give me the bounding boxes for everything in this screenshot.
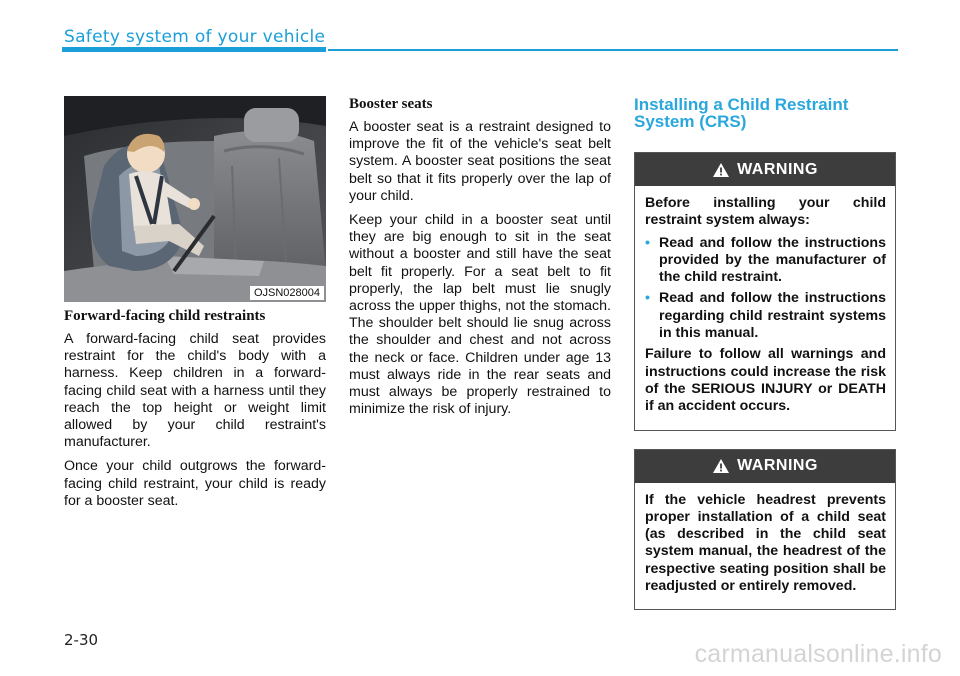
figure-code-label: OJSN028004 [250, 286, 324, 300]
booster-paragraph-1: A booster seat is a restraint designed to improve the fit of the vehicle's seat belt system. A booster seat positions the seat belt so that it fits properly over the lap of your child. [349, 119, 611, 204]
warning-box-1 [634, 152, 896, 431]
bullet-dot-icon: • [645, 290, 650, 307]
warning-triangle-icon [712, 458, 730, 474]
warning-label-2: WARNING [737, 457, 818, 475]
warning-1-intro: Before installing your child restraint system always: [645, 195, 886, 229]
column-right [634, 96, 896, 610]
warning-1-outro: Failure to follow all warnings and instructions could increase the risk of the SERIOUS INJURY or DEATH if an accident occurs. [645, 346, 886, 415]
section-header-title: Safety system of your vehicle [64, 27, 326, 47]
warning-2-text: If the vehicle headrest prevents proper installation of a child seat (as described in the child seat system manual, the headrest of the respective seating position shall be readjusted or entirely removed. [645, 491, 886, 595]
rear-seat-child-image [64, 96, 326, 302]
warning-1-bullet: • Read and follow the instructions regarding child restraint systems in this manual. [645, 290, 886, 342]
child-seat-illustration [64, 96, 326, 302]
booster-paragraph-2: Keep your child in a booster seat until they are big enough to sit in the seat without a booster and still have the seat belt fit properly. For a seat belt to fit properly, the lap belt must lie snugly across the upper thighs, not the stomach. The shoulder belt should lie snug across the shoulder and chest and not across the neck or face. Children under age 13 must always ride in the rear seats and must always be properly restrained to minimize the risk of injury. [349, 212, 611, 418]
warning-triangle-icon [712, 162, 730, 178]
forward-facing-heading: Forward-facing child restraints [64, 308, 266, 324]
installing-crs-heading: Installing a Child Restraint System (CRS) [634, 95, 849, 131]
warning-1-bullet-list [645, 235, 886, 343]
warning-label-1: WARNING [737, 160, 818, 178]
header-rule-thin [328, 49, 898, 51]
warning-1-bullet: • Read and follow the instructions provided by the manufacturer of the child restraint. [645, 234, 886, 286]
column-middle [349, 96, 611, 425]
warning-box-2 [634, 449, 896, 611]
warning-content-1 [635, 186, 895, 430]
watermark-text: carmanualsonline.info [694, 640, 942, 668]
forward-facing-paragraph-2: Once your child outgrows the forward-facing child restraint, your child is ready for a booster seat. [64, 458, 326, 509]
booster-seats-heading: Booster seats [349, 96, 433, 112]
column-left [64, 96, 326, 517]
warning-content-2 [635, 483, 895, 610]
forward-facing-paragraph-1: A forward-facing child seat provides restraint for the child's body with a harness. Keep children in a forward-facing child seat with a harness until they reach the top height or weight limit allowed by your child restraint's manufacturer. [64, 331, 326, 451]
warning-bar-2 [635, 450, 895, 483]
header-rule-thick [62, 47, 326, 52]
warning-bar-1 [635, 153, 895, 186]
bullet-dot-icon: • [645, 234, 650, 251]
page-number: 2-30 [64, 631, 99, 649]
